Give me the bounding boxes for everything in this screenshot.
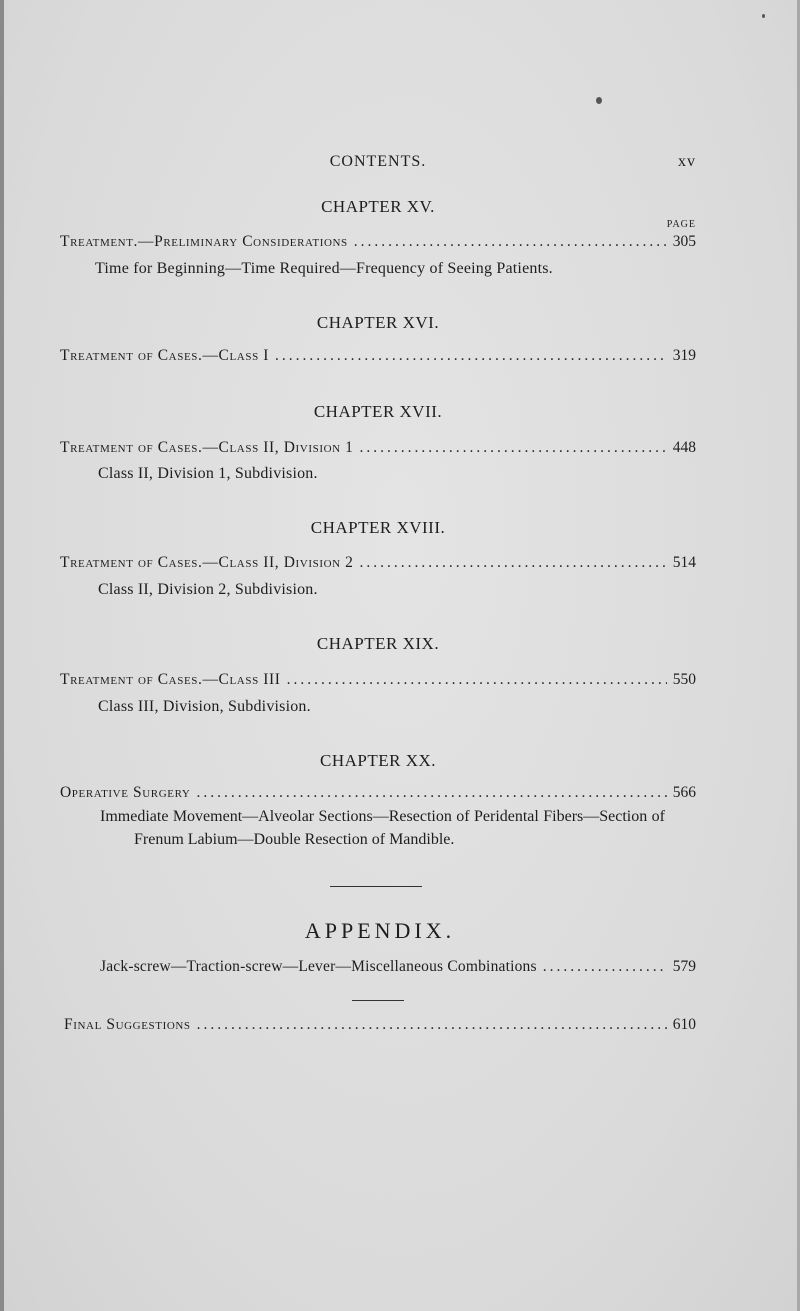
toc-entry-page: 319 bbox=[672, 347, 696, 364]
page-column-label: PAGE bbox=[666, 219, 696, 230]
toc-entry-page: 550 bbox=[672, 671, 696, 688]
dot-leader bbox=[196, 784, 666, 802]
section-rule bbox=[352, 1000, 404, 1001]
toc-entry-title: Treatment of Cases.—Class II, Division 2 bbox=[60, 554, 354, 571]
toc-entry-title: Treatment of Cases.—Class I bbox=[60, 347, 270, 364]
toc-entry-title: Treatment of Cases.—Class II, Division 1 bbox=[60, 439, 354, 456]
chapter-heading: CHAPTER XVII. bbox=[313, 402, 443, 421]
toc-entry bbox=[60, 671, 696, 693]
section-rule bbox=[330, 886, 422, 887]
chapter-heading: CHAPTER XIX. bbox=[316, 634, 440, 653]
dot-leader bbox=[275, 347, 667, 365]
running-head-title: CONTENTS. bbox=[329, 153, 427, 170]
chapter-heading: CHAPTER XX. bbox=[319, 751, 436, 770]
page-edge-left bbox=[0, 0, 4, 1311]
chapter-heading: CHAPTER XVI. bbox=[316, 313, 440, 332]
dot-leader bbox=[360, 439, 667, 457]
toc-entry bbox=[60, 554, 696, 576]
toc-entry bbox=[60, 233, 696, 255]
toc-entry bbox=[60, 439, 696, 461]
toc-entry-subtopics: Time for Beginning—Time Required—Frequency of Seeing Patients. bbox=[95, 260, 553, 277]
toc-entry-page: 448 bbox=[672, 439, 696, 456]
toc-entry-page: 610 bbox=[672, 1016, 696, 1033]
dot-leader bbox=[197, 1016, 667, 1034]
toc-entry-subtopics bbox=[100, 806, 665, 851]
dot-leader bbox=[360, 554, 667, 572]
running-head bbox=[60, 153, 696, 175]
toc-entry-title: Jack-screw—Traction-screw—Lever—Miscellaneous Combinations bbox=[100, 958, 537, 975]
toc-entry-title: Treatment.—Preliminary Considerations bbox=[60, 233, 348, 250]
toc-entry bbox=[64, 1016, 696, 1038]
ink-speck bbox=[596, 97, 602, 104]
toc-entry-page: 566 bbox=[672, 784, 696, 801]
chapter-heading: CHAPTER XVIII. bbox=[310, 518, 446, 537]
toc-entry-title: Operative Surgery bbox=[60, 784, 191, 801]
running-head-page-number: xv bbox=[678, 153, 696, 170]
toc-entry-title: Treatment of Cases.—Class III bbox=[60, 671, 281, 688]
dot-leader bbox=[354, 233, 667, 251]
toc-entry-page: 305 bbox=[672, 233, 696, 250]
toc-entry-page: 579 bbox=[672, 958, 696, 975]
toc-entry bbox=[60, 347, 696, 369]
toc-entry bbox=[60, 784, 696, 806]
toc-entry-page: 514 bbox=[672, 554, 696, 571]
dot-leader bbox=[287, 671, 667, 689]
chapter-heading: CHAPTER XV. bbox=[321, 197, 435, 216]
subtopics-text: Immediate Movement—Alveolar Sections—Resection of Peridental Fibers—Section of Frenum Labium—Double Resection of Mandible. bbox=[100, 808, 665, 848]
toc-entry-subtopics: Class II, Division 1, Subdivision. bbox=[98, 465, 318, 482]
toc-entry-subtopics: Class II, Division 2, Subdivision. bbox=[98, 581, 318, 598]
ink-speck bbox=[762, 14, 765, 18]
toc-entry-title: Final Suggestions bbox=[64, 1016, 191, 1033]
dot-leader bbox=[543, 958, 667, 976]
toc-entry-subtopics: Class III, Division, Subdivision. bbox=[98, 698, 311, 715]
toc-entry bbox=[100, 958, 696, 980]
appendix-heading: APPENDIX. bbox=[304, 918, 456, 943]
